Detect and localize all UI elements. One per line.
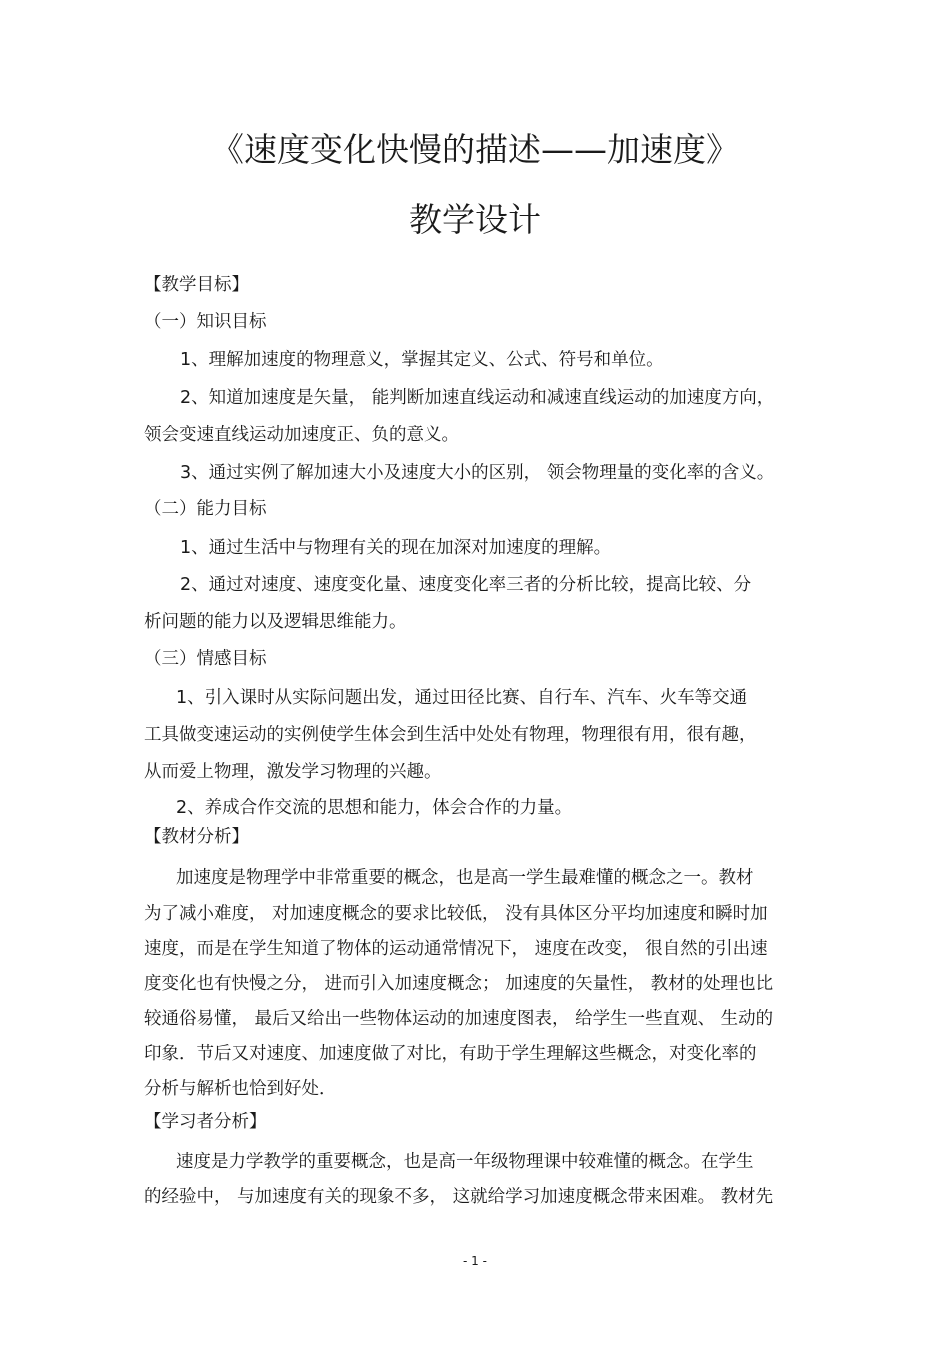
text-line: 从而爱上物理，激发学习物理的兴趣。: [144, 762, 442, 782]
text-line: 速度，而是在学生知道了物体的运动通常情况下， 速度在改变， 很自然的引出速: [144, 939, 768, 959]
text-line: 领会变速直线运动加速度正、负的意义。: [144, 425, 459, 445]
text-line: 工具做变速运动的实例使学生体会到生活中处处有物理，物理很有用，很有趣，: [144, 725, 757, 745]
subsection-heading: （一）知识目标: [144, 312, 267, 332]
section-heading: 【学习者分析】: [144, 1112, 267, 1132]
page-number: - 1 -: [463, 1254, 487, 1268]
text-line: 印象．节后又对速度、加速度做了对比，有助于学生理解这些概念，对变化率的: [144, 1044, 757, 1064]
text-line: 的经验中， 与加速度有关的现象不多， 这就给学习加速度概念带来困难。 教材先: [144, 1187, 774, 1207]
text-line: 加速度是物理学中非常重要的概念，也是高一学生最难懂的概念之一。教材: [176, 868, 754, 888]
document-title-line-1: 《速度变化快慢的描述——加速度》: [211, 130, 739, 169]
text-line: 度变化也有快慢之分， 进而引入加速度概念； 加速度的矢量性， 教材的处理也比: [144, 974, 774, 994]
text-line: 析问题的能力以及逻辑思维能力。: [144, 612, 407, 632]
text-line: 2、通过对速度、速度变化量、速度变化率三者的分析比较，提高比较、分: [180, 575, 752, 595]
text-line: 2、养成合作交流的思想和能力，体会合作的力量。: [176, 798, 573, 818]
text-line: 速度是力学教学的重要概念，也是高一年级物理课中较难懂的概念。在学生: [176, 1152, 754, 1172]
text-line: 3、通过实例了解加速大小及速度大小的区别， 领会物理量的变化率的含义。: [180, 463, 775, 483]
section-heading: 【教材分析】: [144, 827, 249, 847]
section-heading: 【教学目标】: [144, 275, 249, 295]
subsection-heading: （三）情感目标: [144, 649, 267, 669]
text-line: 1、通过生活中与物理有关的现在加深对加速度的理解。: [180, 538, 612, 558]
text-line: 为了减小难度， 对加速度概念的要求比较低， 没有具体区分平均加速度和瞬时加: [144, 904, 768, 924]
document-title-line-2: 教学设计: [409, 200, 541, 239]
text-line: 较通俗易懂， 最后又给出一些物体运动的加速度图表， 给学生一些直观、 生动的: [144, 1009, 774, 1029]
text-line: 1、引入课时从实际问题出发，通过田径比赛、自行车、汽车、火车等交通: [176, 688, 748, 708]
text-line: 1、理解加速度的物理意义，掌握其定义、公式、符号和单位。: [180, 350, 664, 370]
text-line: 分析与解析也恰到好处．: [144, 1079, 337, 1099]
text-line: 2、知道加速度是矢量， 能判断加速直线运动和减速直线运动的加速度方向，: [180, 388, 775, 408]
subsection-heading: （二）能力目标: [144, 499, 267, 519]
